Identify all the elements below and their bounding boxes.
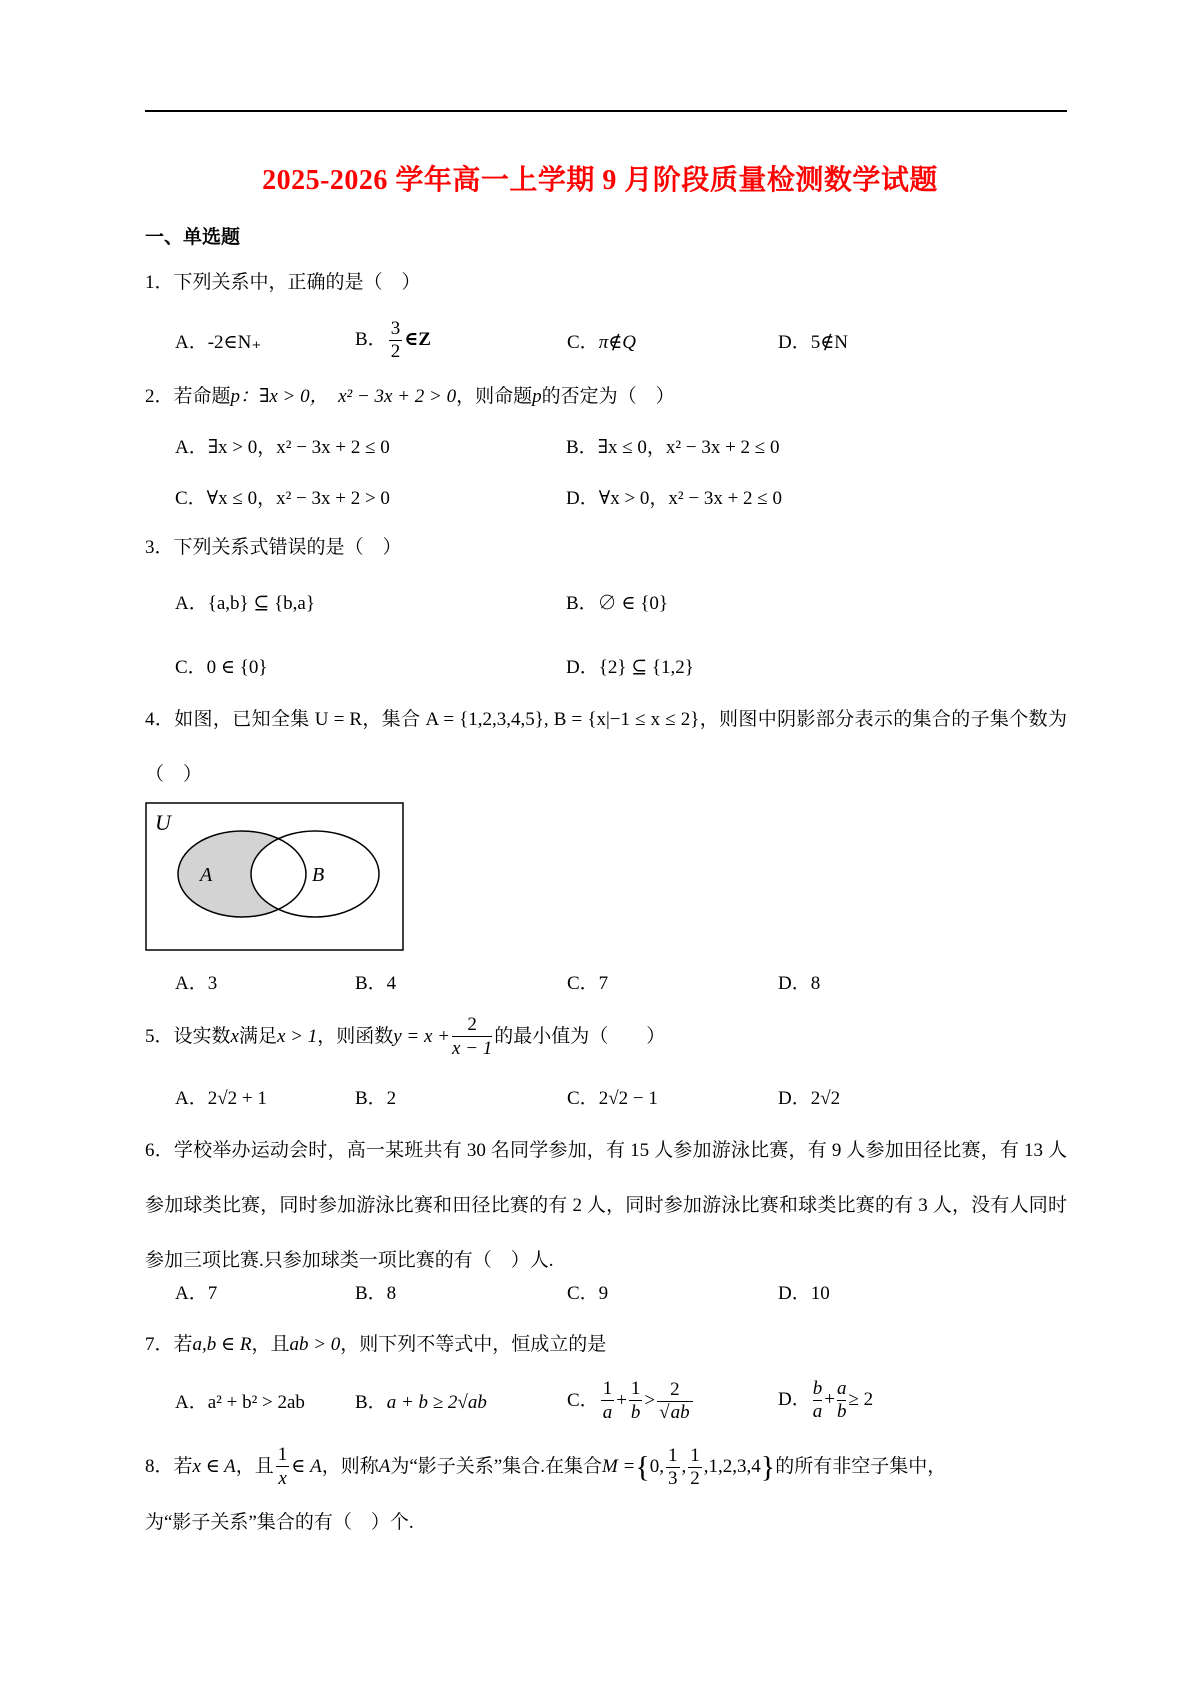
- question-2-option-d: D．∀x > 0，x² − 3x + 2 ≤ 0: [566, 488, 782, 509]
- fraction: $\frac{1}{2}$: [690, 1445, 700, 1489]
- question-3-option-d: D．{2} ⊆ {1,2}: [566, 657, 694, 678]
- question-7-option-d: D． $\frac{b}{a}$ + $\frac{a}{b}$ ≥ 2: [778, 1378, 874, 1422]
- question-2-option-c: C．∀x ≤ 0，x² − 3x + 2 > 0: [175, 488, 390, 509]
- fraction: $\frac{b}{a}$: [812, 1378, 823, 1422]
- fraction: $\frac{2}{√ab}$: [657, 1379, 692, 1424]
- section-heading: 一、单选题: [145, 227, 241, 248]
- header-rule: [145, 110, 1067, 112]
- question-5-option-b: B．2: [355, 1088, 397, 1109]
- fraction: $\frac{a}{b}$: [836, 1378, 847, 1422]
- question-6-option-c: C．9: [567, 1283, 609, 1304]
- question-7-option-b: B．a + b ≥ 2√ab: [355, 1392, 487, 1413]
- question-4-option-a: A．3: [175, 973, 218, 994]
- question-6-stem: 6．学校举办运动会时，高一某班共有 30 名同学参加，有 15 人参加游泳比赛，有 9 人参加田径比赛，有 13 人参加球类比赛，同时参加游泳比赛和田径比赛的有 2 人，同时参加游泳比赛和球类比赛的有 3 人，没有人同时参加三项比赛.只参加球类一项比赛的有（ ）人.: [145, 1140, 1067, 1271]
- question-1-stem: 1．下列关系中，正确的是（ ）: [145, 272, 421, 293]
- question-3-stem: 3．下列关系式错误的是（ ）: [145, 537, 402, 558]
- fraction: $\frac{2}{x - 1}$: [452, 1014, 493, 1059]
- question-1-option-c: C．π∉Q: [567, 332, 636, 353]
- question-8-stem-line-2: 为“影子关系”集合的有（ ）个.: [145, 1512, 414, 1533]
- venn-label-u: U: [155, 810, 171, 835]
- question-1-option-b: B． $\frac{3}{2}$ ∈Z: [355, 318, 431, 362]
- question-7-stem: 7．若a,b ∈ R，且ab > 0，则下列不等式中，恒成立的是: [145, 1334, 607, 1355]
- question-3-option-b: B．∅ ∈ {0}: [566, 593, 668, 614]
- question-2-option-b: B．∃x ≤ 0，x² − 3x + 2 ≤ 0: [566, 437, 780, 458]
- question-3-option-a: A．{a,b} ⊆ {b,a}: [175, 593, 315, 614]
- question-5-option-a: A．2√2 + 1: [175, 1088, 267, 1109]
- question-5-option-d: D．2√2: [778, 1088, 841, 1109]
- question-4-option-c: C．7: [567, 973, 609, 994]
- question-3-option-c: C．0 ∈ {0}: [175, 657, 268, 678]
- question-7-option-c: C． $\frac{1}{a}$ + $\frac{1}{b}$ > $\frac{2}{√ab}$: [567, 1378, 695, 1425]
- fraction: $\frac{1}{x}$: [277, 1444, 288, 1489]
- fraction: $\frac{1}{a}$: [602, 1378, 613, 1423]
- question-2-option-a: A．∃x > 0，x² − 3x + 2 ≤ 0: [175, 437, 390, 458]
- question-4-option-b: B．4: [355, 973, 397, 994]
- venn-label-a: A: [200, 864, 213, 886]
- question-6-option-a: A．7: [175, 1283, 218, 1304]
- question-5-option-c: C．2√2 − 1: [567, 1088, 658, 1109]
- question-6-option-b: B．8: [355, 1283, 397, 1304]
- question-4-option-d: D．8: [778, 973, 821, 994]
- question-6-option-d: D．10: [778, 1283, 830, 1304]
- venn-diagram: [145, 802, 405, 952]
- venn-label-b: B: [312, 864, 325, 886]
- question-1-option-a: A．-2∈N₊: [175, 332, 262, 353]
- fraction: $\frac{3}{2}$: [390, 318, 401, 362]
- fraction: $\frac{1}{3}$: [668, 1445, 678, 1489]
- question-4-stem: 4．如图，已知全集 U = R，集合 A = {1,2,3,4,5}, B = {x|−1 ≤ x ≤ 2}，则图中阴影部分表示的集合的子集个数为（ ）: [145, 709, 1067, 785]
- question-5-stem: 5．设实数x满足x > 1，则函数y = x + $\frac{2}{x - 1}$ 的最小值为（ ）: [145, 1014, 666, 1059]
- question-8-stem: 8．若x ∈ A，且 $\frac{1}{x}$ ∈ A，则称A为“影子关系”集合.在集合M ={0, $\frac{1}{3}$ , $\frac{1}{2}$ ,1,2,3,4}的所有非空子集中，: [145, 1444, 947, 1489]
- fraction: $\frac{1}{b}$: [630, 1378, 641, 1423]
- question-2-stem: 2．若命题p：∃x > 0， x² − 3x + 2 > 0，则命题p的否定为（ ）: [145, 386, 675, 407]
- question-1-option-d: D．5∉N: [778, 332, 849, 353]
- question-7-option-a: A．a² + b² > 2ab: [175, 1392, 305, 1413]
- exam-title: 2025-2026 学年高一上学期 9 月阶段质量检测数学试题: [262, 165, 938, 196]
